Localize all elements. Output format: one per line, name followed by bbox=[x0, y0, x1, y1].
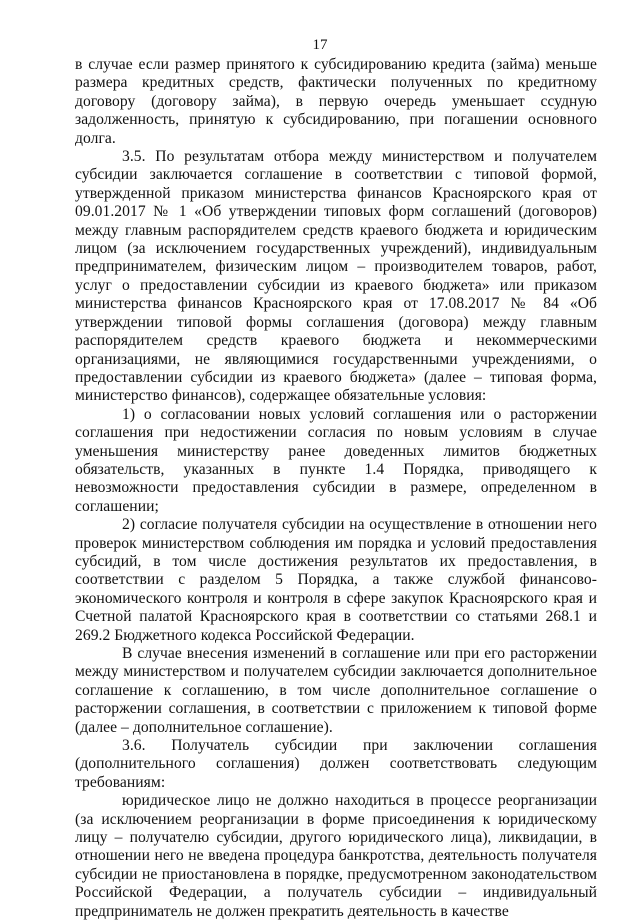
paragraph-amendment: В случае внесения изменений в соглашение или при его расторжении между министерством и получателем субсидии заключается дополнительное соглашение к соглашению, в том числе дополнительное соглашение о расторжении соглашения, в соответствии с приложением к типовой форме (далее – дополнительное соглашение). bbox=[75, 645, 597, 736]
paragraph-condition-2: 2) согласие получателя субсидии на осуществление в отношении него проверок министерством соблюдения им порядка и условий предоставления субсидий, в том числе достижения результатов их предоставления, в соответствии с разделом 5 Порядка, а также службой финансово-экономического контроля и контроля в сфере закупок Красноярского края и Счетной палатой Красноярского края в соответствии со статьями 268.1 и 269.2 Бюджетного кодекса Российской Федерации. bbox=[75, 516, 597, 644]
paragraph-3-6: 3.6. Получатель субсидии при заключении соглашения (дополнительного соглашения) должен соответствовать следующим требованиям: bbox=[75, 737, 597, 791]
paragraph-requirement: юридическое лицо не должно находиться в процессе реорганизации (за исключением реорганизации в форме присоединения к юридическому лицу – получателю субсидии, другого юридического лица), ликвидации, в отношении него не введена процедура банкротства, деятельность получателя субсидии не приостановлена в порядке, предусмотренном законодательством Российской Федерации, а получатель субсидии – индивидуальный предприниматель не должен прекратить деятельность в качестве bbox=[75, 792, 597, 920]
paragraph-condition-1: 1) о согласовании новых условий соглашения или о расторжении соглашения при недостижении согласия по новым условиям в случае уменьшения министерству ранее доведенных лимитов бюджетных обязательств, указанных в пункте 1.4 Порядка, приводящего к невозможности предоставления субсидии в размере, определенном в соглашении; bbox=[75, 405, 597, 515]
page-number: 17 bbox=[312, 37, 328, 53]
paragraph-3-5: 3.5. По результатам отбора между министерством и получателем субсидии заключается соглашение в соответствии с типовой формой, утвержденной приказом министерства финансов Красноярского края от 09.01.2017 № 1 «Об утверждении типовых форм соглашений (договоров) между главным распорядителем средств краевого бюджета и юридическим лицом (за исключением государственных учреждений), индивидуальным предпринимателем, физическим лицом – производителем товаров, работ, услуг о предоставлении субсидии из краевого бюджета» или приказом министерства финансов Красноярского края от 17.08.2017 № 84 «Об утверждении типовой формы соглашения (договора) между главным распорядителем средств краевого бюджета и некоммерческими организациями, не являющимися государственными учреждениями, о предоставлении субсидии из краевого бюджета» (далее – типовая форма, министерство финансов), содержащее обязательные условия: bbox=[75, 148, 597, 405]
body-text bbox=[75, 56, 597, 921]
paragraph-continuation: в случае если размер принятого к субсидированию кредита (займа) меньше размера кредитных средств, фактически полученных по кредитному договору (договору займа), в первую очередь уменьшает ссудную задолженность, принятую к субсидированию, при погашении основного долга. bbox=[75, 56, 597, 147]
